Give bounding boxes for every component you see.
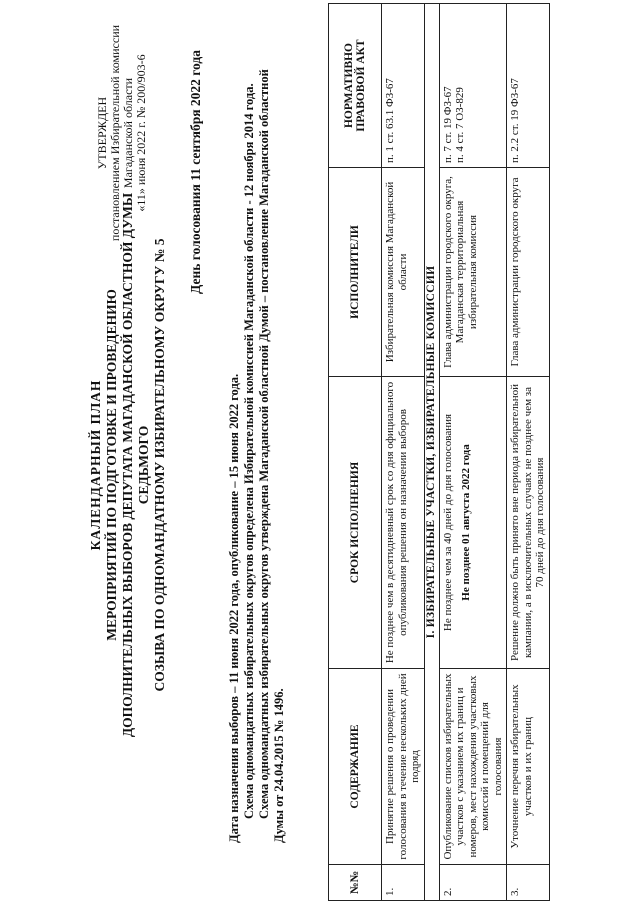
section-row xyxy=(424,4,439,901)
header-content: СОДЕРЖАНИЕ xyxy=(329,669,382,865)
section-title: I. ИЗБИРАТЕЛЬНЫЕ УЧАСТКИ, ИЗБИРАТЕЛЬНЫЕ КОМИССИИ xyxy=(424,4,439,901)
approval-line: «11» июня 2022 г. № 200/903-6 xyxy=(134,54,148,212)
table-row xyxy=(507,4,550,901)
calendar-plan-table xyxy=(328,3,550,901)
row-num: 3. xyxy=(507,865,550,901)
voting-day: День голосования 11 сентября 2022 года xyxy=(188,50,203,294)
election-dates: Дата назначения выборов – 11 июня 2022 года, опубликование – 15 июня 2022 года. xyxy=(227,373,241,843)
approval-line: Магаданской области xyxy=(121,77,135,189)
row-executors: Глава администрации городского округа, Магаданская территориальная избирательная комиссия xyxy=(439,168,507,377)
election-info xyxy=(227,53,287,843)
district-scheme-defined: Схема одномандатных избирательных округов определена Избирательной комиссией Магаданской области - 12 ноября 2014 года. xyxy=(242,83,256,819)
row-legal-act: п. 1 ст. 63.1 ФЗ-67 xyxy=(382,4,425,168)
title-line: МЕРОПРИЯТИЙ ПО ПОДГОТОВКЕ И ПРОВЕДЕНИЮ xyxy=(104,289,119,641)
row-num: 2. xyxy=(439,865,507,901)
row-content: Принятие решения о проведении голосования в течение нескольких дней подряд xyxy=(382,669,425,865)
row-legal-act: п. 2.2 ст. 19 ФЗ-67 xyxy=(507,4,550,168)
header-executors: ИСПОЛНИТЕЛИ xyxy=(329,168,382,377)
district-scheme-approved: Схема одномандатных избирательных округов утверждена Магаданской областной Думой – постановление Магаданской областной Думы от 24.04.2015 № 1496. xyxy=(257,69,286,843)
title-line: КАЛЕНДАРНЫЙ ПЛАН xyxy=(88,379,103,551)
table-header-row xyxy=(329,4,382,901)
row-executors: Избирательная комиссия Магаданской области xyxy=(382,168,425,377)
table-row xyxy=(382,4,425,901)
row-legal-act: п. 7 ст. 19 ФЗ-67 п. 4 ст. 7 ОЗ-829 xyxy=(439,4,507,168)
approval-line: постановлением Избирательной комиссии xyxy=(108,24,122,242)
document-title xyxy=(88,185,168,745)
title-line: ДОПОЛНИТЕЛЬНЫХ ВЫБОРОВ ДЕПУТАТА МАГАДАНСКОЙ ОБЛАСТНОЙ ДУМЫ СЕДЬМОГО xyxy=(120,192,151,738)
row-content: Опубликование списков избирательных участков с указанием их границ и номеров, мест нахождения участковых комиссий и помещений для голосования xyxy=(439,669,507,865)
header-num: №№ xyxy=(329,865,382,901)
header-deadline: СРОК ИСПОЛНЕНИЯ xyxy=(329,377,382,669)
row-num: 1. xyxy=(382,865,425,901)
approval-line: УТВЕРЖДЕН xyxy=(95,96,109,170)
row-executors: Глава администрации городского округа xyxy=(507,168,550,377)
row-deadline: Решение должно быть принято вне периода избирательной кампании, а в исключительных случаях не позднее чем за 70 дней до дня голосования xyxy=(507,377,550,669)
row-deadline: Не позднее чем за 40 дней до дня голосования Не позднее 01 августа 2022 года xyxy=(439,377,507,669)
header-legal-act: НОРМАТИВНО ПРАВОВОЙ АКТ xyxy=(329,4,382,168)
table-row xyxy=(439,4,507,901)
row-deadline: Не позднее чем в десятидневный срок со дня официального опубликования решения он назначении выборов xyxy=(382,377,425,669)
row-content: Уточнение перечня избирательных участков и их границ xyxy=(507,669,550,865)
title-line: СОЗЫВА ПО ОДНОМАНДАТНОМУ ИЗБИРАТЕЛЬНОМУ ОКРУГУ № 5 xyxy=(152,238,167,692)
